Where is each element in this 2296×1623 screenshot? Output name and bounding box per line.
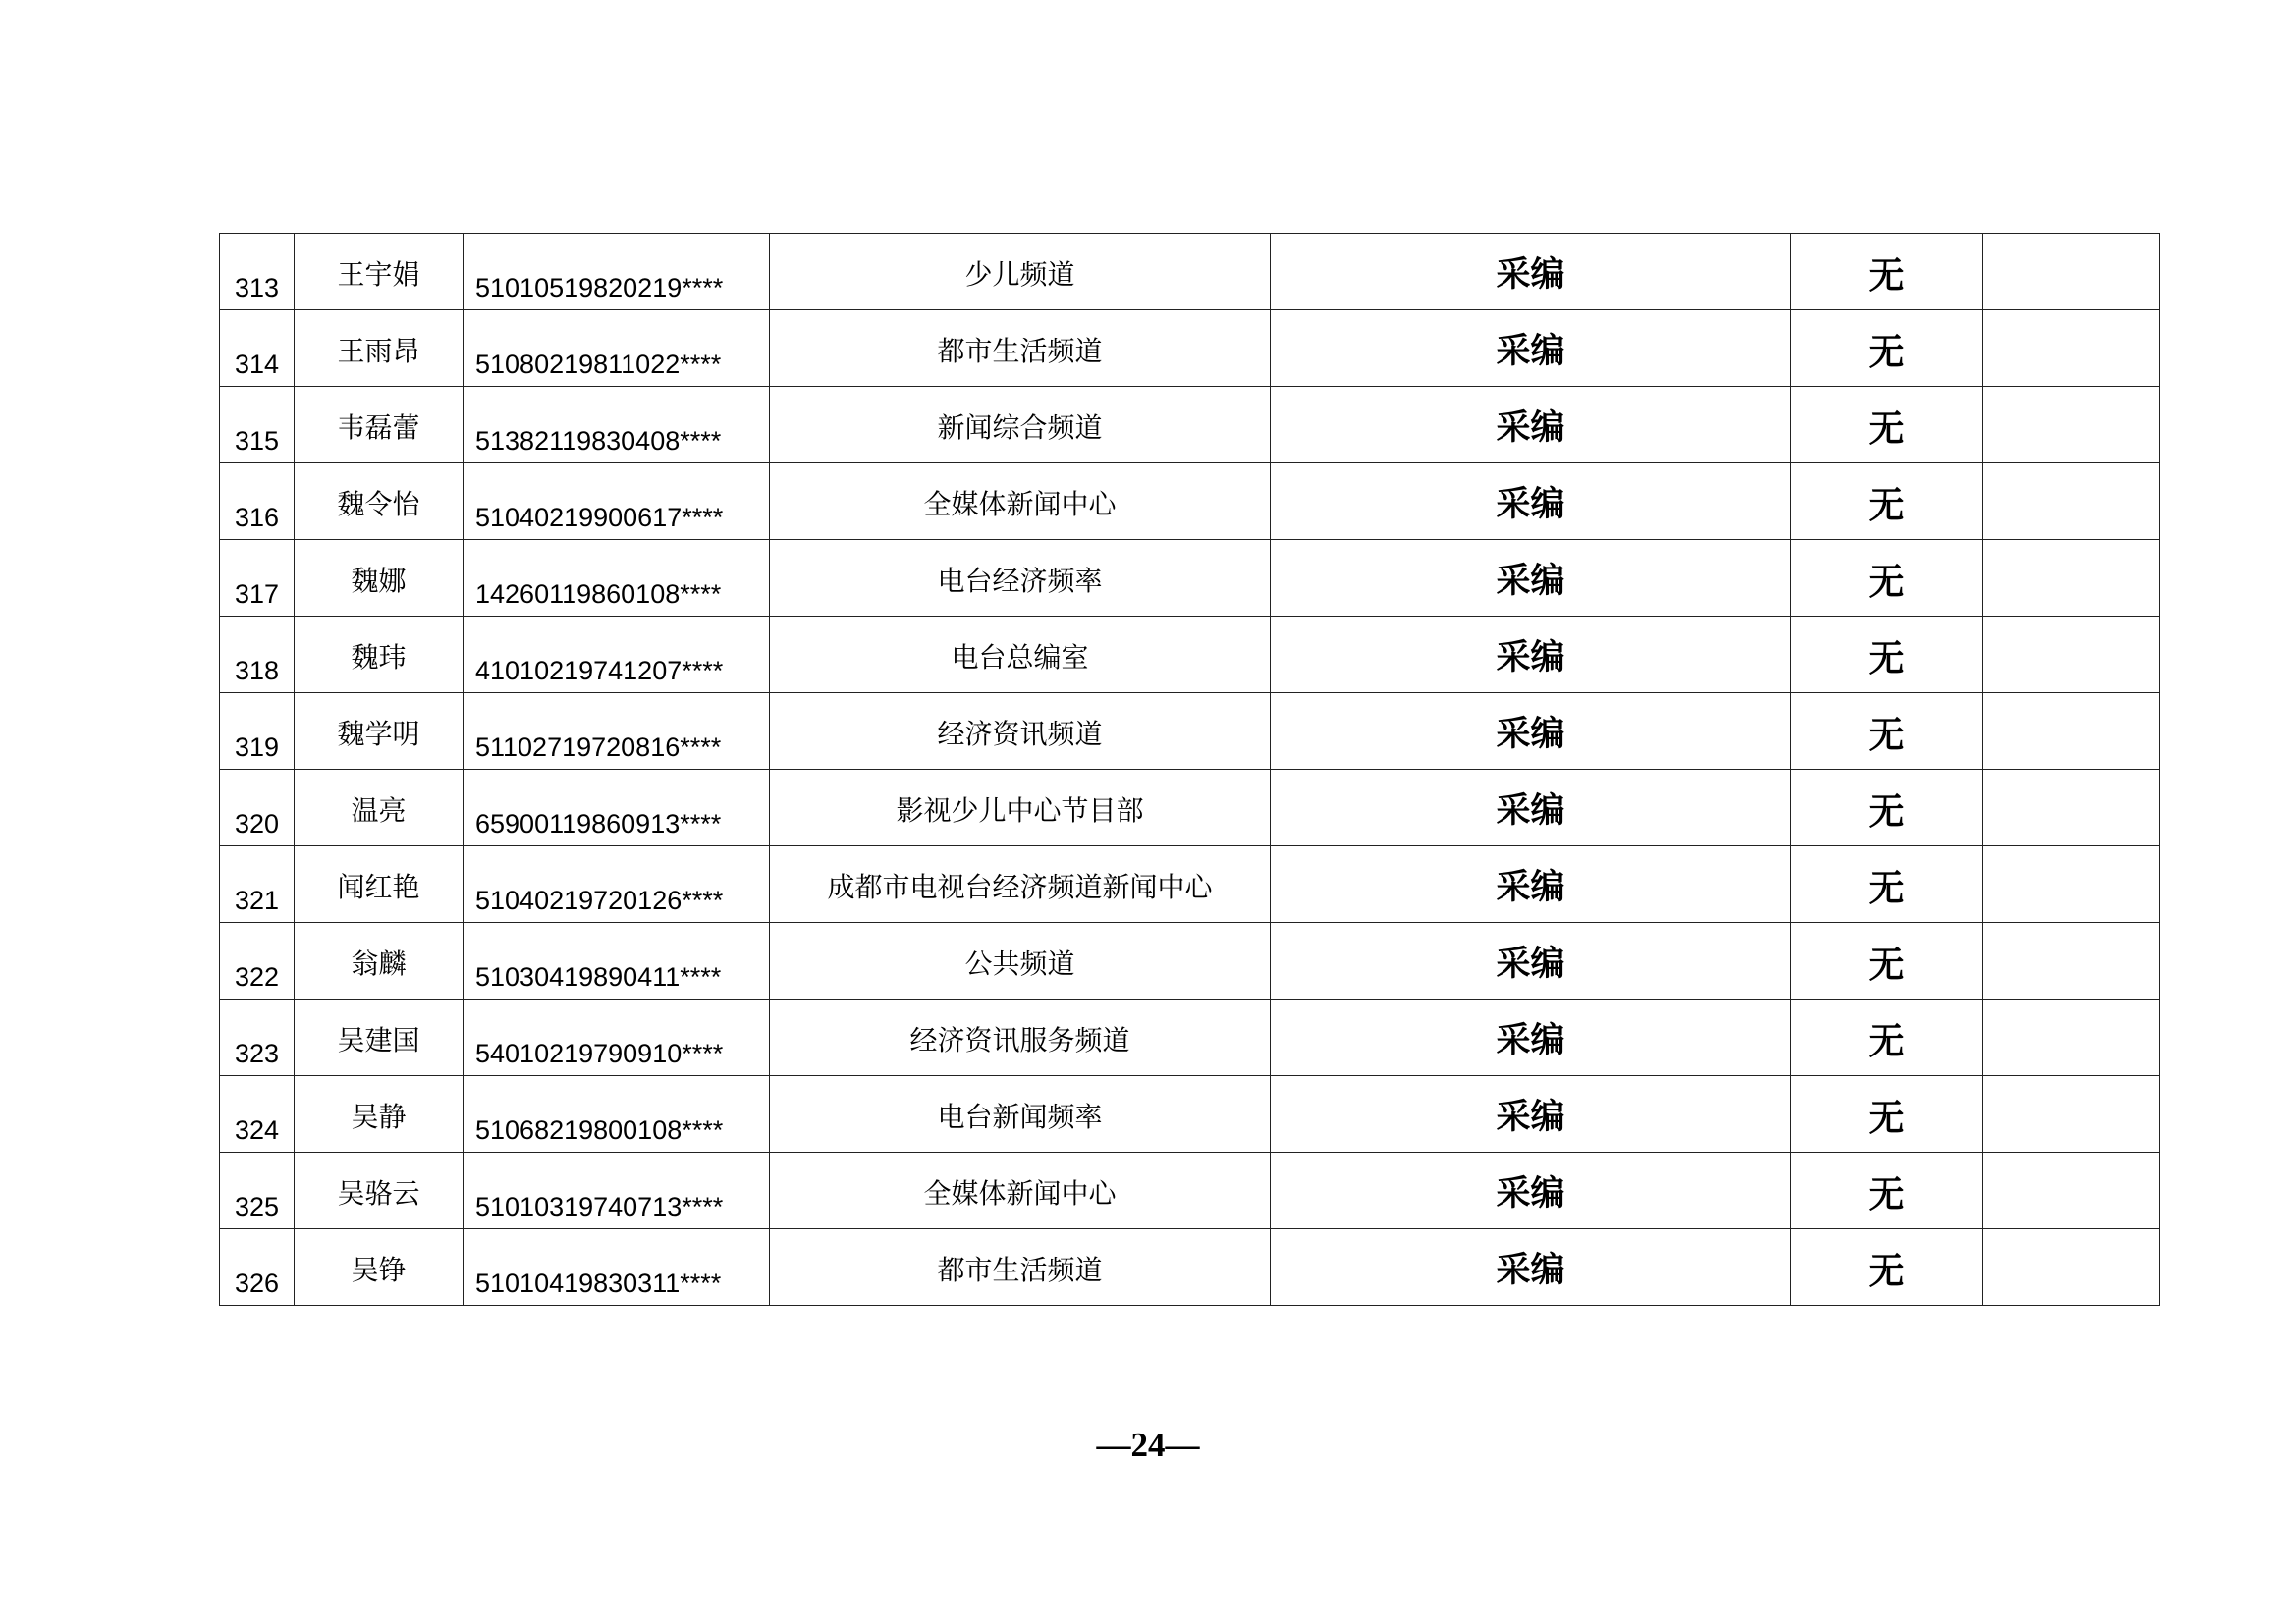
id-number-cell: 51382119830408**** [464, 387, 770, 463]
table-row [220, 1076, 2160, 1153]
id-number-cell: 65900119860913**** [464, 770, 770, 846]
job-type-cell: 采编 [1271, 1076, 1791, 1153]
name-cell: 魏娜 [295, 540, 464, 617]
work-unit-cell: 影视少儿中心节目部 [770, 770, 1271, 846]
work-unit-cell: 全媒体新闻中心 [770, 463, 1271, 540]
remarks-cell [1983, 846, 2160, 923]
job-type-cell: 采编 [1271, 617, 1791, 693]
remarks-cell [1983, 310, 2160, 387]
table-row [220, 310, 2160, 387]
table-row [220, 1229, 2160, 1306]
table-row [220, 234, 2160, 310]
job-type-cell: 采编 [1271, 693, 1791, 770]
remarks-cell [1983, 693, 2160, 770]
row-number-cell: 320 [220, 770, 295, 846]
name-cell: 韦磊蕾 [295, 387, 464, 463]
name-cell: 吴静 [295, 1076, 464, 1153]
table-row [220, 387, 2160, 463]
job-type-cell: 采编 [1271, 540, 1791, 617]
work-unit-cell: 电台总编室 [770, 617, 1271, 693]
row-number-cell: 316 [220, 463, 295, 540]
name-cell: 吴建国 [295, 1000, 464, 1076]
row-number-cell: 321 [220, 846, 295, 923]
work-unit-cell: 成都市电视台经济频道新闻中心 [770, 846, 1271, 923]
roster-table [219, 233, 2160, 1306]
id-number-cell: 51068219800108**** [464, 1076, 770, 1153]
remarks-cell [1983, 617, 2160, 693]
certificate-cell: 无 [1791, 234, 1983, 310]
table-row [220, 923, 2160, 1000]
job-type-cell: 采编 [1271, 1000, 1791, 1076]
certificate-cell: 无 [1791, 310, 1983, 387]
row-number-cell: 313 [220, 234, 295, 310]
name-cell: 吴铮 [295, 1229, 464, 1306]
id-number-cell: 14260119860108**** [464, 540, 770, 617]
remarks-cell [1983, 923, 2160, 1000]
job-type-cell: 采编 [1271, 846, 1791, 923]
row-number-cell: 324 [220, 1076, 295, 1153]
id-number-cell: 51010419830311**** [464, 1229, 770, 1306]
table-row [220, 463, 2160, 540]
work-unit-cell: 新闻综合频道 [770, 387, 1271, 463]
id-number-cell: 51030419890411**** [464, 923, 770, 1000]
certificate-cell: 无 [1791, 846, 1983, 923]
remarks-cell [1983, 1153, 2160, 1229]
job-type-cell: 采编 [1271, 1153, 1791, 1229]
certificate-cell: 无 [1791, 1000, 1983, 1076]
certificate-cell: 无 [1791, 540, 1983, 617]
certificate-cell: 无 [1791, 387, 1983, 463]
roster-table-body [220, 234, 2160, 1306]
remarks-cell [1983, 770, 2160, 846]
job-type-cell: 采编 [1271, 463, 1791, 540]
page-number: —24— [1096, 1426, 1200, 1464]
table-row [220, 770, 2160, 846]
job-type-cell: 采编 [1271, 310, 1791, 387]
work-unit-cell: 电台新闻频率 [770, 1076, 1271, 1153]
id-number-cell: 51080219811022**** [464, 310, 770, 387]
table-row [220, 693, 2160, 770]
id-number-cell: 51010319740713**** [464, 1153, 770, 1229]
job-type-cell: 采编 [1271, 387, 1791, 463]
certificate-cell: 无 [1791, 1153, 1983, 1229]
name-cell: 魏玮 [295, 617, 464, 693]
row-number-cell: 326 [220, 1229, 295, 1306]
remarks-cell [1983, 387, 2160, 463]
row-number-cell: 318 [220, 617, 295, 693]
name-cell: 王雨昂 [295, 310, 464, 387]
remarks-cell [1983, 1076, 2160, 1153]
work-unit-cell: 都市生活频道 [770, 1229, 1271, 1306]
table-row [220, 1153, 2160, 1229]
row-number-cell: 319 [220, 693, 295, 770]
row-number-cell: 315 [220, 387, 295, 463]
row-number-cell: 317 [220, 540, 295, 617]
job-type-cell: 采编 [1271, 770, 1791, 846]
table-row [220, 846, 2160, 923]
work-unit-cell: 全媒体新闻中心 [770, 1153, 1271, 1229]
remarks-cell [1983, 1000, 2160, 1076]
certificate-cell: 无 [1791, 923, 1983, 1000]
job-type-cell: 采编 [1271, 1229, 1791, 1306]
id-number-cell: 51040219900617**** [464, 463, 770, 540]
job-type-cell: 采编 [1271, 923, 1791, 1000]
name-cell: 王宇娟 [295, 234, 464, 310]
name-cell: 魏令怡 [295, 463, 464, 540]
row-number-cell: 314 [220, 310, 295, 387]
work-unit-cell: 都市生活频道 [770, 310, 1271, 387]
row-number-cell: 325 [220, 1153, 295, 1229]
certificate-cell: 无 [1791, 617, 1983, 693]
work-unit-cell: 经济资讯服务频道 [770, 1000, 1271, 1076]
id-number-cell: 51040219720126**** [464, 846, 770, 923]
job-type-cell: 采编 [1271, 234, 1791, 310]
work-unit-cell: 少儿频道 [770, 234, 1271, 310]
certificate-cell: 无 [1791, 770, 1983, 846]
certificate-cell: 无 [1791, 463, 1983, 540]
work-unit-cell: 电台经济频率 [770, 540, 1271, 617]
remarks-cell [1983, 463, 2160, 540]
id-number-cell: 51102719720816**** [464, 693, 770, 770]
remarks-cell [1983, 540, 2160, 617]
row-number-cell: 323 [220, 1000, 295, 1076]
certificate-cell: 无 [1791, 693, 1983, 770]
name-cell: 魏学明 [295, 693, 464, 770]
name-cell: 闻红艳 [295, 846, 464, 923]
table-row [220, 617, 2160, 693]
name-cell: 温亮 [295, 770, 464, 846]
table-row [220, 1000, 2160, 1076]
row-number-cell: 322 [220, 923, 295, 1000]
work-unit-cell: 经济资讯频道 [770, 693, 1271, 770]
certificate-cell: 无 [1791, 1229, 1983, 1306]
remarks-cell [1983, 1229, 2160, 1306]
id-number-cell: 51010519820219**** [464, 234, 770, 310]
id-number-cell: 54010219790910**** [464, 1000, 770, 1076]
work-unit-cell: 公共频道 [770, 923, 1271, 1000]
remarks-cell [1983, 234, 2160, 310]
table-row [220, 540, 2160, 617]
name-cell: 吴骆云 [295, 1153, 464, 1229]
id-number-cell: 41010219741207**** [464, 617, 770, 693]
name-cell: 翁麟 [295, 923, 464, 1000]
certificate-cell: 无 [1791, 1076, 1983, 1153]
